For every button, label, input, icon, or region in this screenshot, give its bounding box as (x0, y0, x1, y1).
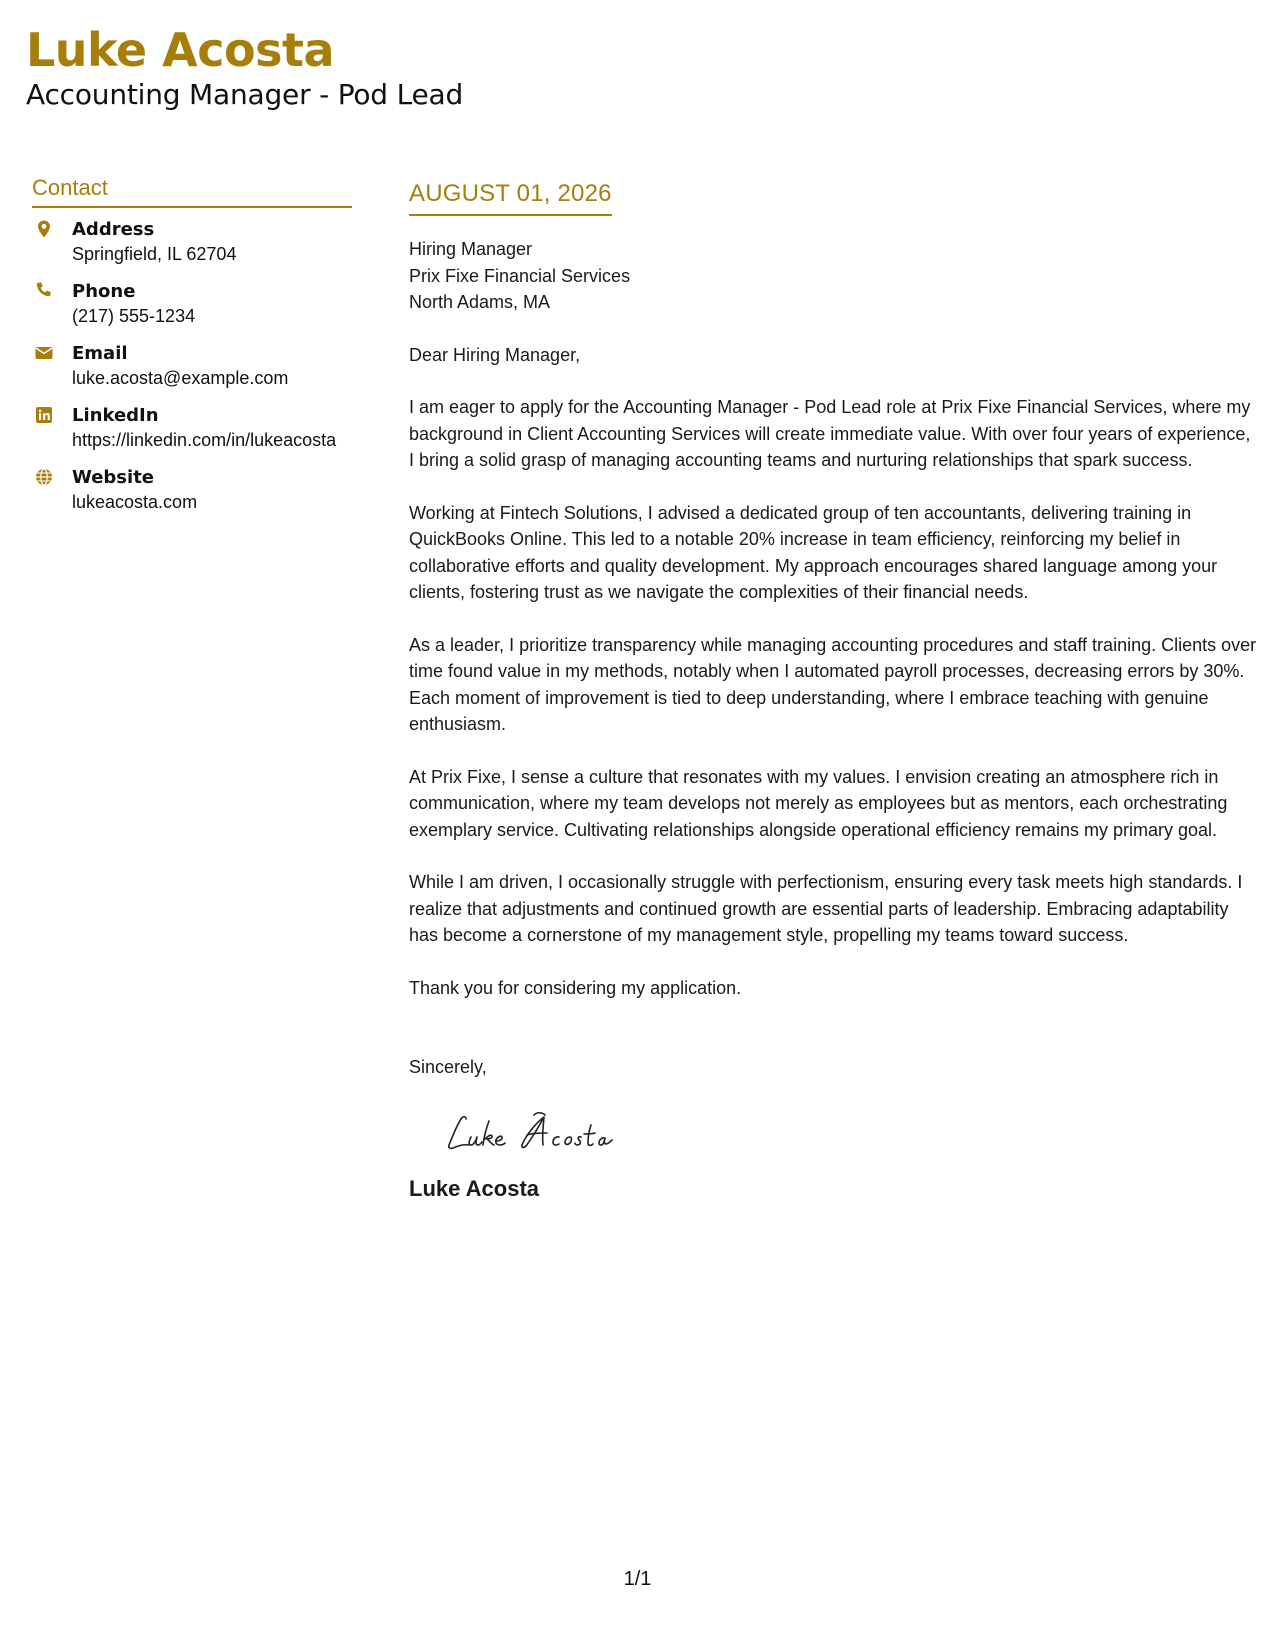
envelope-icon (34, 343, 54, 363)
contact-label: Email (72, 343, 128, 364)
globe-icon (34, 467, 54, 487)
contact-address (32, 218, 352, 267)
website-value[interactable]: lukeacosta.com (72, 492, 198, 512)
handwritten-signature (439, 1109, 649, 1159)
linkedin-icon (34, 405, 54, 425)
salutation: Dear Hiring Manager, (409, 344, 581, 365)
recipient-line: North Adams, MA (409, 292, 551, 312)
contact-phone (32, 280, 352, 329)
contact-label: LinkedIn (72, 405, 159, 426)
letter-paragraph: While I am driven, I occasionally struggle with perfectionism, ensuring every task meets high standards. I realize that adjustments and continued growth are essential parts of leadership. Embracing adaptability has become a cornerstone of my management style, propelling my teams toward success. (409, 872, 1243, 945)
contact-label: Phone (72, 281, 136, 302)
letter-paragraph: I am eager to apply for the Accounting Manager - Pod Lead role at Prix Fixe Financial Services, where my background in Client Accounting Services will create immediate value. With over four years of experience, I bring a solid grasp of managing accounting teams and nurturing relationships that spark success. (409, 397, 1251, 470)
contact-heading: Contact (32, 174, 352, 208)
applicant-name: Luke Acosta (26, 23, 335, 77)
contact-linkedin (32, 404, 352, 453)
contact-label: Website (72, 467, 155, 488)
address-value: Springfield, IL 62704 (72, 244, 237, 264)
letter-paragraph: Thank you for considering my application. (409, 977, 742, 998)
header (26, 22, 463, 112)
applicant-role: Accounting Manager - Pod Lead (26, 78, 464, 111)
letter-body (409, 178, 1259, 1203)
letter-paragraph: At Prix Fixe, I sense a culture that resonates with my values. I envision creating an atmosphere rich in communication, where my team develops not merely as employees but as mentors, each orchestrating exemplary service. Cultivating relationships alongside operational efficiency remains my primary goal. (409, 766, 1228, 840)
contact-website (32, 466, 352, 515)
letter-paragraph: As a leader, I prioritize transparency while managing accounting procedures and staff training. Clients over time found value in my methods, notably when I automated payroll processes, decreasing errors by 30%. Each moment of improvement is tied to deep understanding, where I embrace teaching with genuine enthusiasm. (409, 634, 1257, 734)
contact-list (32, 218, 352, 515)
page-number: 1/1 (623, 1568, 652, 1590)
contact-email (32, 342, 352, 391)
signed-name: Luke Acosta (409, 1175, 540, 1201)
recipient-block (409, 236, 1259, 316)
letter-date: AUGUST 01, 2026 (409, 178, 612, 216)
letter-paragraph: Working at Fintech Solutions, I advised a dedicated group of ten accountants, delivering training in QuickBooks Online. This led to a notable 20% increase in team efficiency, reinforcing my belief in collaborative efforts and quality development. My approach encourages shared language among your clients, fostering trust as we navigate the complexities of their financial needs. (409, 502, 1218, 602)
phone-value: (217) 555-1234 (72, 306, 196, 326)
recipient-line: Prix Fixe Financial Services (409, 265, 631, 286)
phone-icon (34, 281, 54, 301)
contact-label: Address (72, 219, 155, 240)
email-value[interactable]: luke.acosta@example.com (72, 368, 289, 388)
linkedin-value[interactable]: https://linkedin.com/in/lukeacosta (72, 430, 337, 450)
map-pin-icon (34, 219, 54, 239)
closing: Sincerely, (409, 1057, 487, 1077)
contact-sidebar (32, 174, 352, 528)
recipient-line: Hiring Manager (409, 239, 533, 259)
